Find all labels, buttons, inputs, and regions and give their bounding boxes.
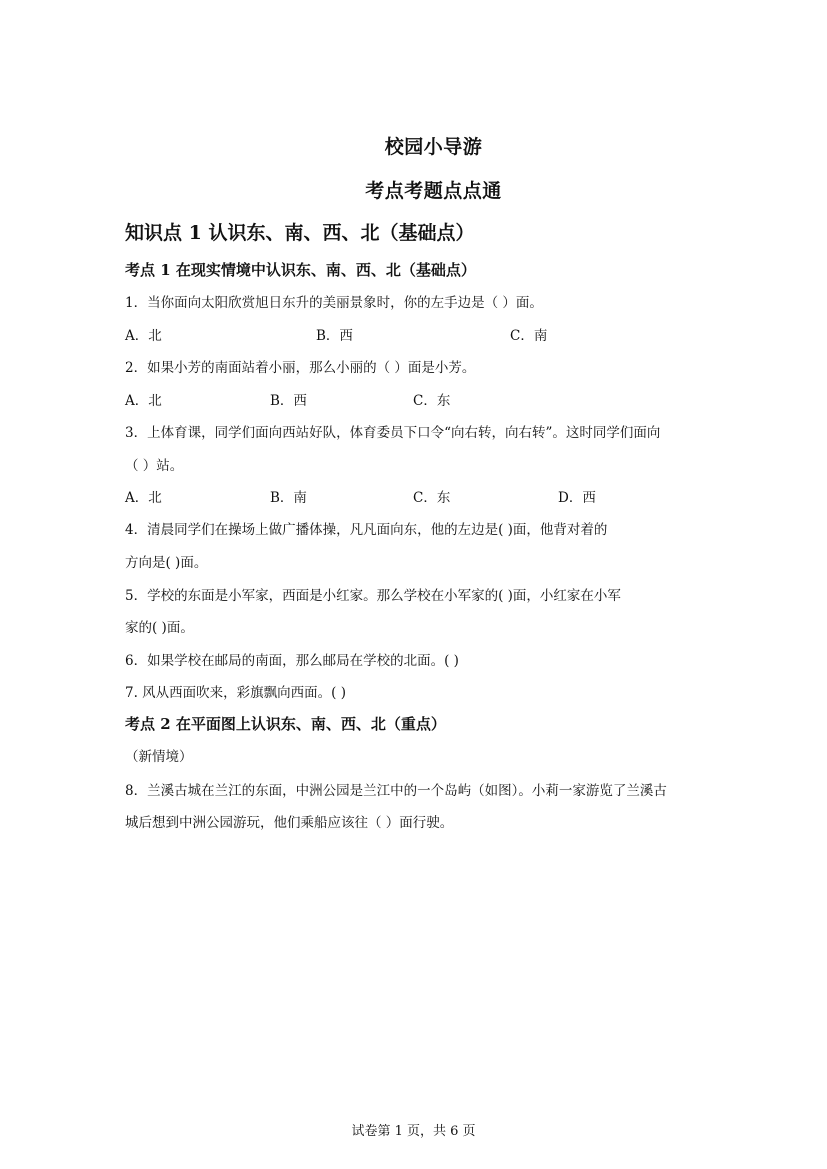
q2-option-a: A．北 (125, 393, 162, 409)
q2-option-b: B．西 (270, 393, 307, 409)
question-7: 7. 风从西面吹来，彩旗飘向西面。( ) (125, 685, 346, 701)
q1-option-b: B．西 (316, 328, 353, 344)
question-8-line-2: 城后想到中洲公园游玩，他们乘船应该往（ ）面行驶。 (125, 815, 454, 831)
q1-option-a: A．北 (125, 328, 162, 344)
q3-option-b: B．南 (270, 490, 307, 506)
q3-option-c: C．东 (413, 490, 451, 506)
section-heading: 知识点 1 认识东、南、西、北（基础点） (125, 222, 475, 244)
question-3-line-1: 3．上体育课，同学们面向西站好队，体育委员下口令“向右转，向右转”。这时同学们面向 (125, 425, 661, 441)
new-context-label: （新情境） (125, 749, 193, 765)
question-8-line-1: 8．兰溪古城在兰江的东面，中洲公园是兰江中的一个岛屿（如图）。小莉一家游览了兰溪古 (125, 783, 667, 799)
kaodian-1-heading: 考点 1 在现实情境中认识东、南、西、北（基础点） (125, 261, 476, 279)
q3-option-d: D．西 (558, 490, 596, 506)
kaodian-2-heading: 考点 2 在平面图上认识东、南、西、北（重点） (125, 715, 446, 733)
document-title: 校园小导游 (384, 136, 483, 158)
question-1: 1．当你面向太阳欣赏旭日东升的美丽景象时，你的左手边是（ ）面。 (125, 295, 543, 311)
question-5-line-1: 5．学校的东面是小军家，西面是小红家。那么学校在小军家的( )面，小红家在小军 (125, 588, 621, 604)
question-5-line-2: 家的( )面。 (125, 620, 194, 636)
question-2: 2．如果小芳的南面站着小丽，那么小丽的（ ）面是小芳。 (125, 360, 476, 376)
q2-option-c: C．东 (413, 393, 451, 409)
q3-option-a: A．北 (125, 490, 162, 506)
document-subtitle: 考点考题点点通 (365, 180, 502, 202)
question-4-line-2: 方向是( )面。 (125, 555, 208, 571)
question-6: 6．如果学校在邮局的南面，那么邮局在学校的北面。( ) (125, 653, 459, 669)
question-3-line-2: （ ）站。 (125, 458, 184, 474)
question-4-line-1: 4．清晨同学们在操场上做广播体操，凡凡面向东，他的左边是( )面，他背对着的 (125, 522, 608, 538)
page-footer: 试卷第 1 页，共 6 页 (351, 1124, 476, 1139)
q1-option-c: C．南 (510, 328, 548, 344)
